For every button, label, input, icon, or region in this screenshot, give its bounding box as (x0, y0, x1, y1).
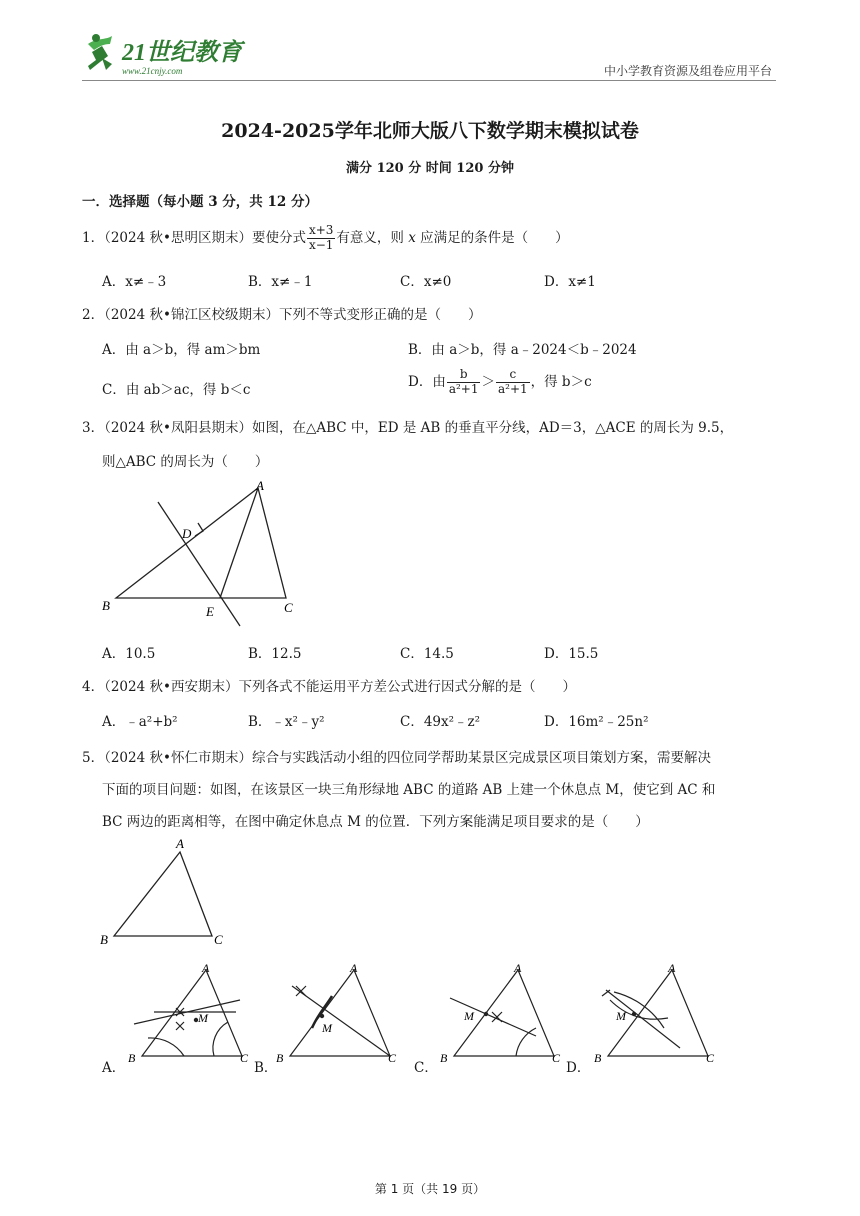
q1-option-d: D．x≠1 (544, 274, 596, 290)
svg-text:B: B (128, 1051, 136, 1065)
q5-choice-d-label: D． (566, 1060, 591, 1076)
q5-choice-a-figure (124, 956, 260, 1068)
svg-text:M: M (198, 1011, 208, 1025)
svg-text:21世纪教育: 21世纪教育 (122, 40, 242, 66)
q3-option-b: B．12.5 (248, 646, 302, 662)
svg-text:C: C (388, 1051, 397, 1065)
svg-text:A: A (514, 961, 522, 975)
runner-logo-icon (82, 30, 252, 80)
svg-text:A: A (350, 961, 358, 975)
svg-text:C: C (706, 1051, 715, 1065)
header-divider (82, 80, 776, 81)
svg-text:M: M (322, 1021, 332, 1035)
svg-text:M: M (616, 1009, 626, 1023)
q5-choice-a-label: A． (102, 1060, 126, 1076)
q5-choice-c-figure (436, 956, 572, 1068)
svg-text:www.21cnjy.com: www.21cnjy.com (122, 66, 183, 76)
q3-option-c: C．14.5 (400, 646, 454, 662)
q2-option-b: B．由 a＞b，得 a﹣2024＜b﹣2024 (408, 342, 637, 358)
page-footer: 第 1 页（共 19 页） (374, 1182, 486, 1196)
q4-option-b: B．﹣x²﹣y² (248, 714, 325, 730)
q1-option-a: A．x≠﹣3 (102, 274, 167, 290)
question-1-stem: 1．（2024 秋•思明区期末）要使分式 $\frac{x+3}{x-1}$ 有意义，则 x 应满足的条件是（ ） (82, 223, 569, 252)
q5-choice-c-label: C． (414, 1060, 438, 1076)
svg-text:C: C (240, 1051, 249, 1065)
question-5-stem-line1: 5．（2024 秋•怀仁市期末）综合与实践活动小组的四位同学帮助某景区完成景区项目策划方案，需要解决 (82, 750, 711, 766)
svg-text:E: E (206, 604, 214, 619)
q4-option-a: A．﹣a²+b² (102, 714, 178, 730)
q4-option-c: C．49x²﹣z² (400, 714, 481, 730)
svg-text:B: B (440, 1051, 448, 1065)
svg-text:A: A (256, 478, 264, 493)
site-logo (82, 30, 252, 80)
svg-text:B: B (102, 598, 110, 613)
exam-meta: 满分 120 分 时间 120 分钟 (346, 161, 514, 176)
question-4-stem: 4．（2024 秋•西安期末）下列各式不能运用平方差公式进行因式分解的是（ ） (82, 679, 576, 695)
svg-text:C: C (284, 600, 293, 615)
svg-text:B: B (276, 1051, 284, 1065)
q3-option-d: D．15.5 (544, 646, 599, 662)
q1-option-b: B．x≠﹣1 (248, 274, 313, 290)
question-5-stem-line3: BC 两边的距离相等，在图中确定休息点 M 的位置．下列方案能满足项目要求的是（ ） (102, 814, 649, 830)
svg-text:C: C (552, 1051, 561, 1065)
q2-option-c: C．由 ab＞ac，得 b＜c (102, 382, 251, 398)
svg-text:D: D (182, 526, 192, 541)
svg-text:A: A (668, 961, 676, 975)
q4-option-d: D．16m²﹣25n² (544, 714, 649, 730)
svg-text:A: A (176, 836, 184, 851)
svg-text:B: B (594, 1051, 602, 1065)
svg-text:A: A (202, 961, 210, 975)
q3-option-a: A．10.5 (102, 646, 156, 662)
question-2-stem: 2．（2024 秋•锦江区校级期末）下列不等式变形正确的是（ ） (82, 307, 482, 323)
q5-main-triangle (96, 834, 236, 950)
q5-choice-b-figure (272, 956, 408, 1068)
svg-text:C: C (214, 932, 223, 947)
q1-option-c: C．x≠0 (400, 274, 452, 290)
section-heading: 一．选择题（每小题 3 分，共 12 分） (82, 194, 318, 210)
q2-option-a: A．由 a＞b，得 am＞bm (102, 342, 261, 358)
svg-text:M: M (464, 1009, 474, 1023)
q5-choice-d-figure (590, 956, 726, 1068)
fraction: $\frac{x+3}{x-1}$ (308, 223, 334, 252)
svg-text:B: B (100, 932, 108, 947)
q5-choice-b-label: B． (254, 1060, 278, 1076)
q2-option-d: D．由 $\frac{b}{\text{a²+1}}$ ＞ $\frac{c}{\text{a²+1}}$ ，得 b＞c (408, 367, 592, 396)
q3-triangle-figure (96, 474, 306, 630)
page-title: 2024-2025学年北师大版八下数学期末模拟试卷 (221, 120, 639, 142)
question-5-stem-line2: 下面的项目问题：如图，在该景区一块三角形绿地 ABC 的道路 AB 上建一个休息点 M，使它到 AC 和 (102, 782, 716, 798)
question-3-stem-line1: 3．（2024 秋•凤阳县期末）如图，在△ABC 中，ED 是 AB 的垂直平分线，AD＝3，△ACE 的周长为 9.5， (82, 420, 734, 436)
header-platform-text: 中小学教育资源及组卷应用平台 (603, 64, 772, 78)
question-3-stem-line2: 则△ABC 的周长为（ ） (102, 454, 269, 470)
